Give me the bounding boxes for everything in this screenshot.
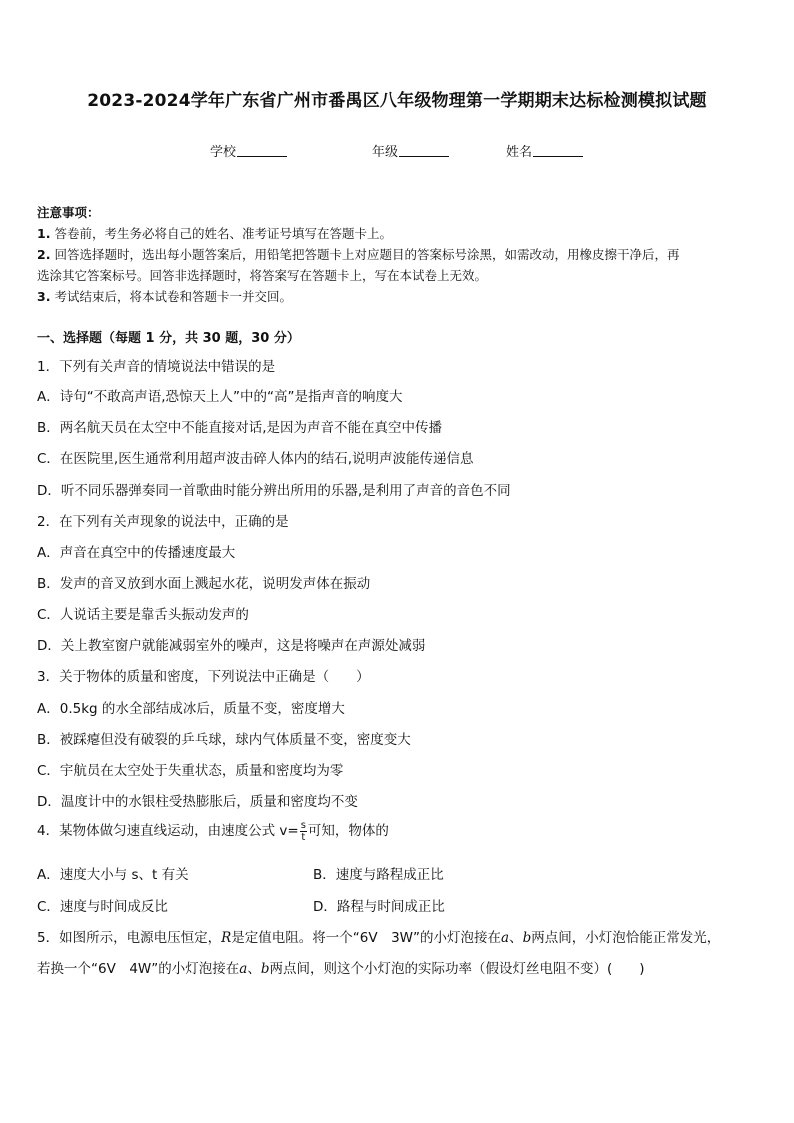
- section-heading: 一、选择题（每题 1 分，共 30 题，30 分）: [37, 331, 300, 346]
- question-5-text: 、: [247, 961, 261, 977]
- resistor-symbol: R: [221, 930, 232, 946]
- question-2-option-c: C．人说话主要是靠舌头振动发声的: [37, 607, 249, 623]
- notice-heading: 注意事项：: [37, 205, 100, 220]
- question-1-option-d: D．听不同乐器弹奏同一首歌曲时能分辨出所用的乐器,是利用了声音的音色不同: [37, 483, 511, 499]
- point-a-symbol: a: [239, 961, 248, 977]
- question-4-option-c: C．速度与时间成反比: [37, 899, 168, 915]
- question-5-text: 是定值电阻。将一个“6V 3W”的小灯泡接在: [231, 930, 502, 946]
- grade-field: [372, 141, 449, 160]
- point-a-symbol: a: [501, 930, 510, 946]
- question-1-option-a: A．诗句“不敢高声语,恐惊天上人”中的“高”是指声音的响度大: [37, 389, 403, 405]
- question-5-line-2: [37, 957, 645, 977]
- school-field: [210, 141, 287, 160]
- question-4-options-row-2: [37, 895, 759, 915]
- notice-item-number: 1.: [37, 226, 51, 241]
- grade-label: 年级: [372, 145, 399, 160]
- question-4-option-d: D．路程与时间成正比: [313, 899, 445, 915]
- school-blank: [237, 144, 287, 157]
- point-b-symbol: b: [522, 930, 532, 946]
- school-label: 学校: [210, 145, 237, 160]
- question-5-text: 若换一个“6V 4W”的小灯泡接在: [37, 961, 240, 977]
- velocity-fraction: [300, 820, 307, 843]
- notice-item-text: 考试结束后，将本试卷和答题卡一并交回。: [54, 289, 292, 304]
- fraction-numerator: s: [300, 819, 306, 831]
- notice-block: [37, 202, 759, 307]
- question-4-options-row-1: [37, 863, 759, 883]
- question-2-option-b: B．发声的音叉放到水面上溅起水花，说明发声体在振动: [37, 576, 371, 592]
- question-3-option-b: B．被踩瘪但没有破裂的乒乓球，球内气体质量不变，密度变大: [37, 732, 411, 748]
- question-3-stem: 3．关于物体的质量和密度，下列说法中正确是（ ）: [37, 669, 370, 685]
- grade-blank: [399, 144, 449, 157]
- question-4-stem: [37, 819, 389, 843]
- question-4-option-b: B．速度与路程成正比: [313, 867, 444, 883]
- question-4-option-a: A．速度大小与 s、t 有关: [37, 867, 189, 883]
- question-4-stem-end: 可知，物体的: [307, 823, 389, 839]
- question-1-option-b: B．两名航天员在太空中不能直接对话,是因为声音不能在真空中传播: [37, 420, 443, 436]
- point-b-symbol: b: [260, 961, 270, 977]
- notice-item-number: 2.: [37, 247, 51, 262]
- notice-item-2: [37, 244, 759, 265]
- notice-item-text: 选涂其它答案标号。回答非选择题时，将答案写在答题卡上，写在本试卷上无效。: [37, 268, 488, 283]
- question-5-text: 5．如图所示，电源电压恒定，: [37, 930, 222, 946]
- notice-item-2-continued: [37, 265, 759, 286]
- question-3-option-c: C．宇航员在太空处于失重状态，质量和密度均为零: [37, 763, 344, 779]
- notice-item-text: 答卷前，考生务必将自己的姓名、准考证号填写在答题卡上。: [54, 226, 392, 241]
- question-5-text: 两点间，则这个小灯泡的实际功率（假设灯丝电阻不变）( ): [269, 961, 645, 977]
- notice-item-3: [37, 286, 759, 307]
- question-3-option-d: D．温度计中的水银柱受热膨胀后，质量和密度均不变: [37, 794, 358, 810]
- question-2-option-d: D．关上教室窗户就能减弱室外的噪声，这是将噪声在声源处减弱: [37, 638, 426, 654]
- notice-item-number: 3.: [37, 289, 51, 304]
- question-5-text: 、: [509, 930, 523, 946]
- name-blank: [533, 144, 583, 157]
- question-2-option-a: A．声音在真空中的传播速度最大: [37, 545, 236, 561]
- question-4-stem-start: 4．某物体做匀速直线运动，由速度公式 v=: [37, 823, 299, 839]
- question-1-stem: 1．下列有关声音的情境说法中错误的是: [37, 359, 276, 375]
- question-5-text: 两点间，小灯泡恰能正常发光，: [531, 930, 721, 946]
- question-5-line-1: [37, 926, 720, 946]
- notice-item-text: 回答选择题时，选出每小题答案后，用铅笔把答题卡上对应题目的答案标号涂黑，如需改动，用橡皮擦干净后，再: [54, 247, 680, 262]
- notice-item-1: [37, 223, 759, 244]
- question-1-option-c: C．在医院里,医生通常利用超声波击碎人体内的结石,说明声波能传递信息: [37, 451, 474, 467]
- name-label: 姓名: [506, 145, 533, 160]
- question-2-stem: 2．在下列有关声现象的说法中，正确的是: [37, 514, 289, 530]
- name-field: [506, 141, 583, 160]
- fraction-denominator: t: [301, 831, 306, 843]
- exam-title: 2023-2024学年广东省广州市番禺区八年级物理第一学期期末达标检测模拟试题: [87, 91, 707, 111]
- question-3-option-a: A．0.5kg 的水全部结成冰后，质量不变，密度增大: [37, 701, 345, 717]
